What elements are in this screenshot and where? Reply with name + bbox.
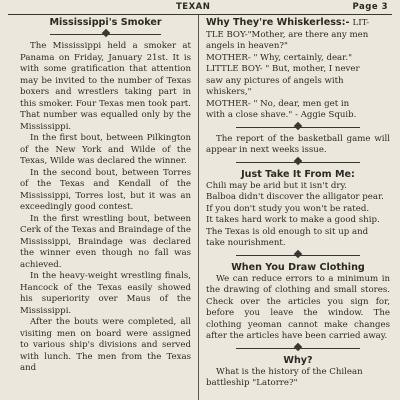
section-ornament (206, 251, 390, 260)
take-it-line-3: If you don't study you won't be rated. (206, 203, 370, 214)
why-line-2: battleship "Latorre?" (206, 378, 298, 388)
whiskers-line-2: angels in heaven?" (206, 41, 288, 51)
whiskers-line-3: MOTHER- " Why, certainly, dear." (206, 52, 353, 63)
header-rule (8, 14, 392, 15)
article-title-take-it: Just Take It From Me: (241, 168, 355, 180)
take-it-line-5: The Texas is old enough to sit up and (206, 226, 369, 237)
column-divider (198, 15, 199, 400)
page-number: Page 3 (352, 2, 388, 12)
title-ornament (20, 30, 191, 39)
clothing-paragraph: We can reduce errors to a minimum in the drawing of clothing and small stores. Check over the articles you sign for, before you leave the window. The clothing yeoman cannot make changes after the articles have been carried away. (206, 273, 390, 341)
smoker-paragraph-5: In the heavy-weight wrestling finals, Hancock of the Texas easily showed his superiority over Maus of the Mississippi. (20, 271, 191, 316)
take-it-line-1: Chili may be arid but it isn't dry. (206, 180, 347, 191)
smoker-paragraph-3: In the second bout, between Torres of the Texas and Kendall of the Mississippi, Torres lost, but it was an exceedingly good contest. (20, 167, 191, 212)
basketball-note: The report of the basketball game will appear in next weeks issue. (206, 133, 390, 155)
section-ornament (206, 344, 390, 353)
section-ornament (206, 123, 390, 132)
right-column (206, 17, 390, 390)
paper-name: TEXAN (176, 2, 211, 12)
section-ornament (206, 158, 390, 167)
article-title-smoker: Mississippi's Smoker (49, 17, 162, 28)
smoker-paragraph-1: The Mississippi held a smoker at Panama on Friday, January 21st. It is with some gratification that attention may be invited to the number of Texas boxers and wrestlers taking part in this smoker. Four Texas men took part. That number was equalled only by the Mississippi. (20, 41, 191, 132)
whiskers-title-tail: LIT- (352, 18, 370, 28)
article-title-why: Why? (283, 354, 313, 366)
smoker-paragraph-4: In the first wrestling bout, between Cerk of the Texas and Braindage of the Mississippi, Braindage was declared the winner even though no fall was achieved. (20, 213, 191, 270)
whiskers-line-1: TLE BOY-"Mother, are there any men (206, 29, 369, 40)
smoker-paragraph-2: In the first bout, between Pilkington of the New York and Wilde of the Texas, Wilde was declared the winner. (20, 133, 191, 166)
take-it-line-2: Balboa didn't discover the alligator pear. (206, 192, 384, 202)
article-title-whiskers: Why They're Whiskerless:- (206, 17, 350, 28)
left-column (20, 17, 191, 375)
smoker-paragraph-6: After the bouts were completed, all visiting men on board were assigned to various ship's divisions and served with lunch. The men from the Texas and (20, 317, 191, 373)
whiskers-title-line (206, 17, 390, 30)
take-it-line-4: It takes hard work to make a good ship. (206, 215, 380, 225)
why-line-1: What is the history of the Chilean (216, 366, 363, 377)
take-it-line-6: take nourishment. (206, 238, 286, 248)
article-title-clothing: When You Draw Clothing (231, 261, 365, 273)
whiskers-line-5: saw any pictures of angels with whiskers," (206, 75, 344, 97)
whiskers-line-7: with a close shave." - Aggie Squib. (206, 110, 357, 120)
whiskers-line-4: LITTLE BOY- " But, mother, I never (206, 64, 360, 74)
whiskers-line-6: MOTHER- " No, dear, men get in (206, 98, 350, 109)
